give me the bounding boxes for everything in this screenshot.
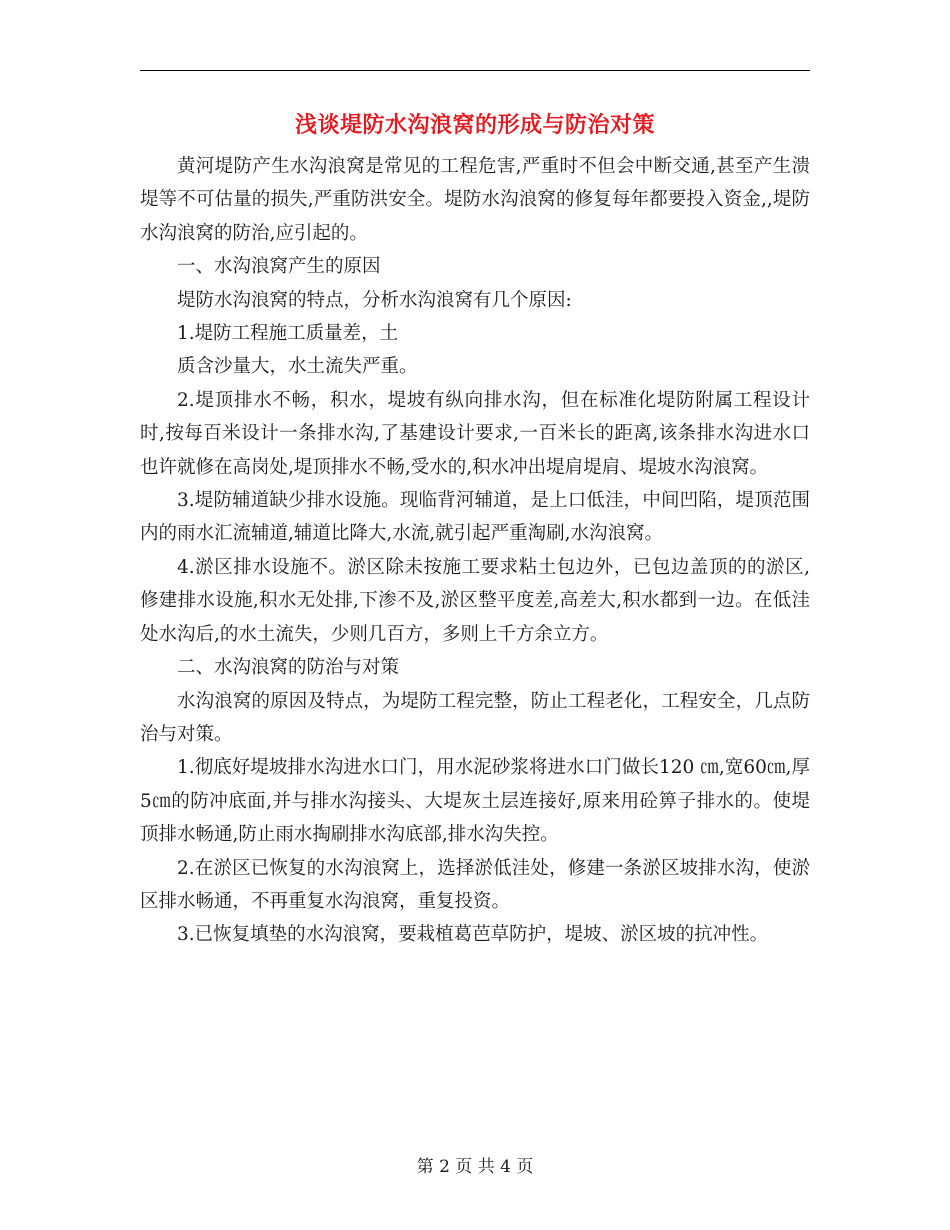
document-title: 浅谈堤防水沟浪窝的形成与防治对策 bbox=[294, 112, 655, 138]
document-body bbox=[140, 150, 810, 952]
section-heading-causes: 一、水沟浪窝产生的原因 bbox=[177, 256, 381, 278]
list-item-cause-4: 4.淤区排水设施不。淤区除未按施工要求粘土包边外，已包边盖顶的的淤区,修建排水设施,积水无处排,下渗不及,淤区整平度差,高差大,积水都到一边。在低洼处水沟后,的水土流失，少则几百方，多则上千方余立方。 bbox=[140, 556, 810, 645]
page-footer: 第 2 页 共 4 页 bbox=[416, 1157, 534, 1177]
list-item-cause-1: 1.堤防工程施工质量差，土 bbox=[177, 323, 399, 345]
paragraph-measures-intro: 水沟浪窝的原因及特点，为堤防工程完整，防止工程老化，工程安全，几点防治与对策。 bbox=[140, 690, 810, 745]
list-item-cause-3: 3.堤防辅道缺少排水设施。现临背河辅道，是上口低洼，中间凹陷，堤顶范围内的雨水汇流辅道,辅道比降大,水流,就引起严重淘刷,水沟浪窝。 bbox=[140, 490, 810, 545]
list-item-cause-1-cont: 质含沙量大，水土流失严重。 bbox=[177, 356, 418, 378]
paragraph-causes-intro: 堤防水沟浪窝的特点，分析水沟浪窝有几个原因: bbox=[177, 289, 572, 311]
header-rule bbox=[140, 70, 810, 71]
list-item-measure-3: 3.已恢复填垫的水沟浪窝，要栽植葛芭草防护，堤坡、淤区坡的抗冲性。 bbox=[177, 924, 769, 946]
list-item-measure-2: 2.在淤区已恢复的水沟浪窝上，选择淤低洼处，修建一条淤区坡排水沟，使淤区排水畅通，不再重复水沟浪窝，重复投资。 bbox=[140, 857, 810, 912]
list-item-cause-2: 2.堤顶排水不畅，积水，堤坡有纵向排水沟，但在标准化堤防附属工程设计时,按每百米设计一条排水沟,了基建设计要求,一百米长的距离,该条排水沟进水口也许就修在高岗处,堤顶排水不畅,受水的,积水冲出堤肩堤肩、堤坡水沟浪窝。 bbox=[140, 389, 810, 478]
paragraph-intro: 黄河堤防产生水沟浪窝是常见的工程危害,严重时不但会中断交通,甚至产生溃堤等不可估量的损失,严重防洪安全。堤防水沟浪窝的修复每年都要投入资金,,堤防水沟浪窝的防治,应引起的。 bbox=[140, 156, 810, 244]
list-item-measure-1: 1.彻底好堤坡排水沟进水口门，用水泥砂浆将进水口门做长120 ㎝,宽60㎝,厚5㎝的防冲底面,并与排水沟接头、大堤灰土层连接好,原来用砼箅子排水的。使堤顶排水畅通,防止雨水掏刷排水沟底部,排水沟失控。 bbox=[140, 757, 810, 846]
section-heading-measures: 二、水沟浪窝的防治与对策 bbox=[177, 657, 400, 679]
